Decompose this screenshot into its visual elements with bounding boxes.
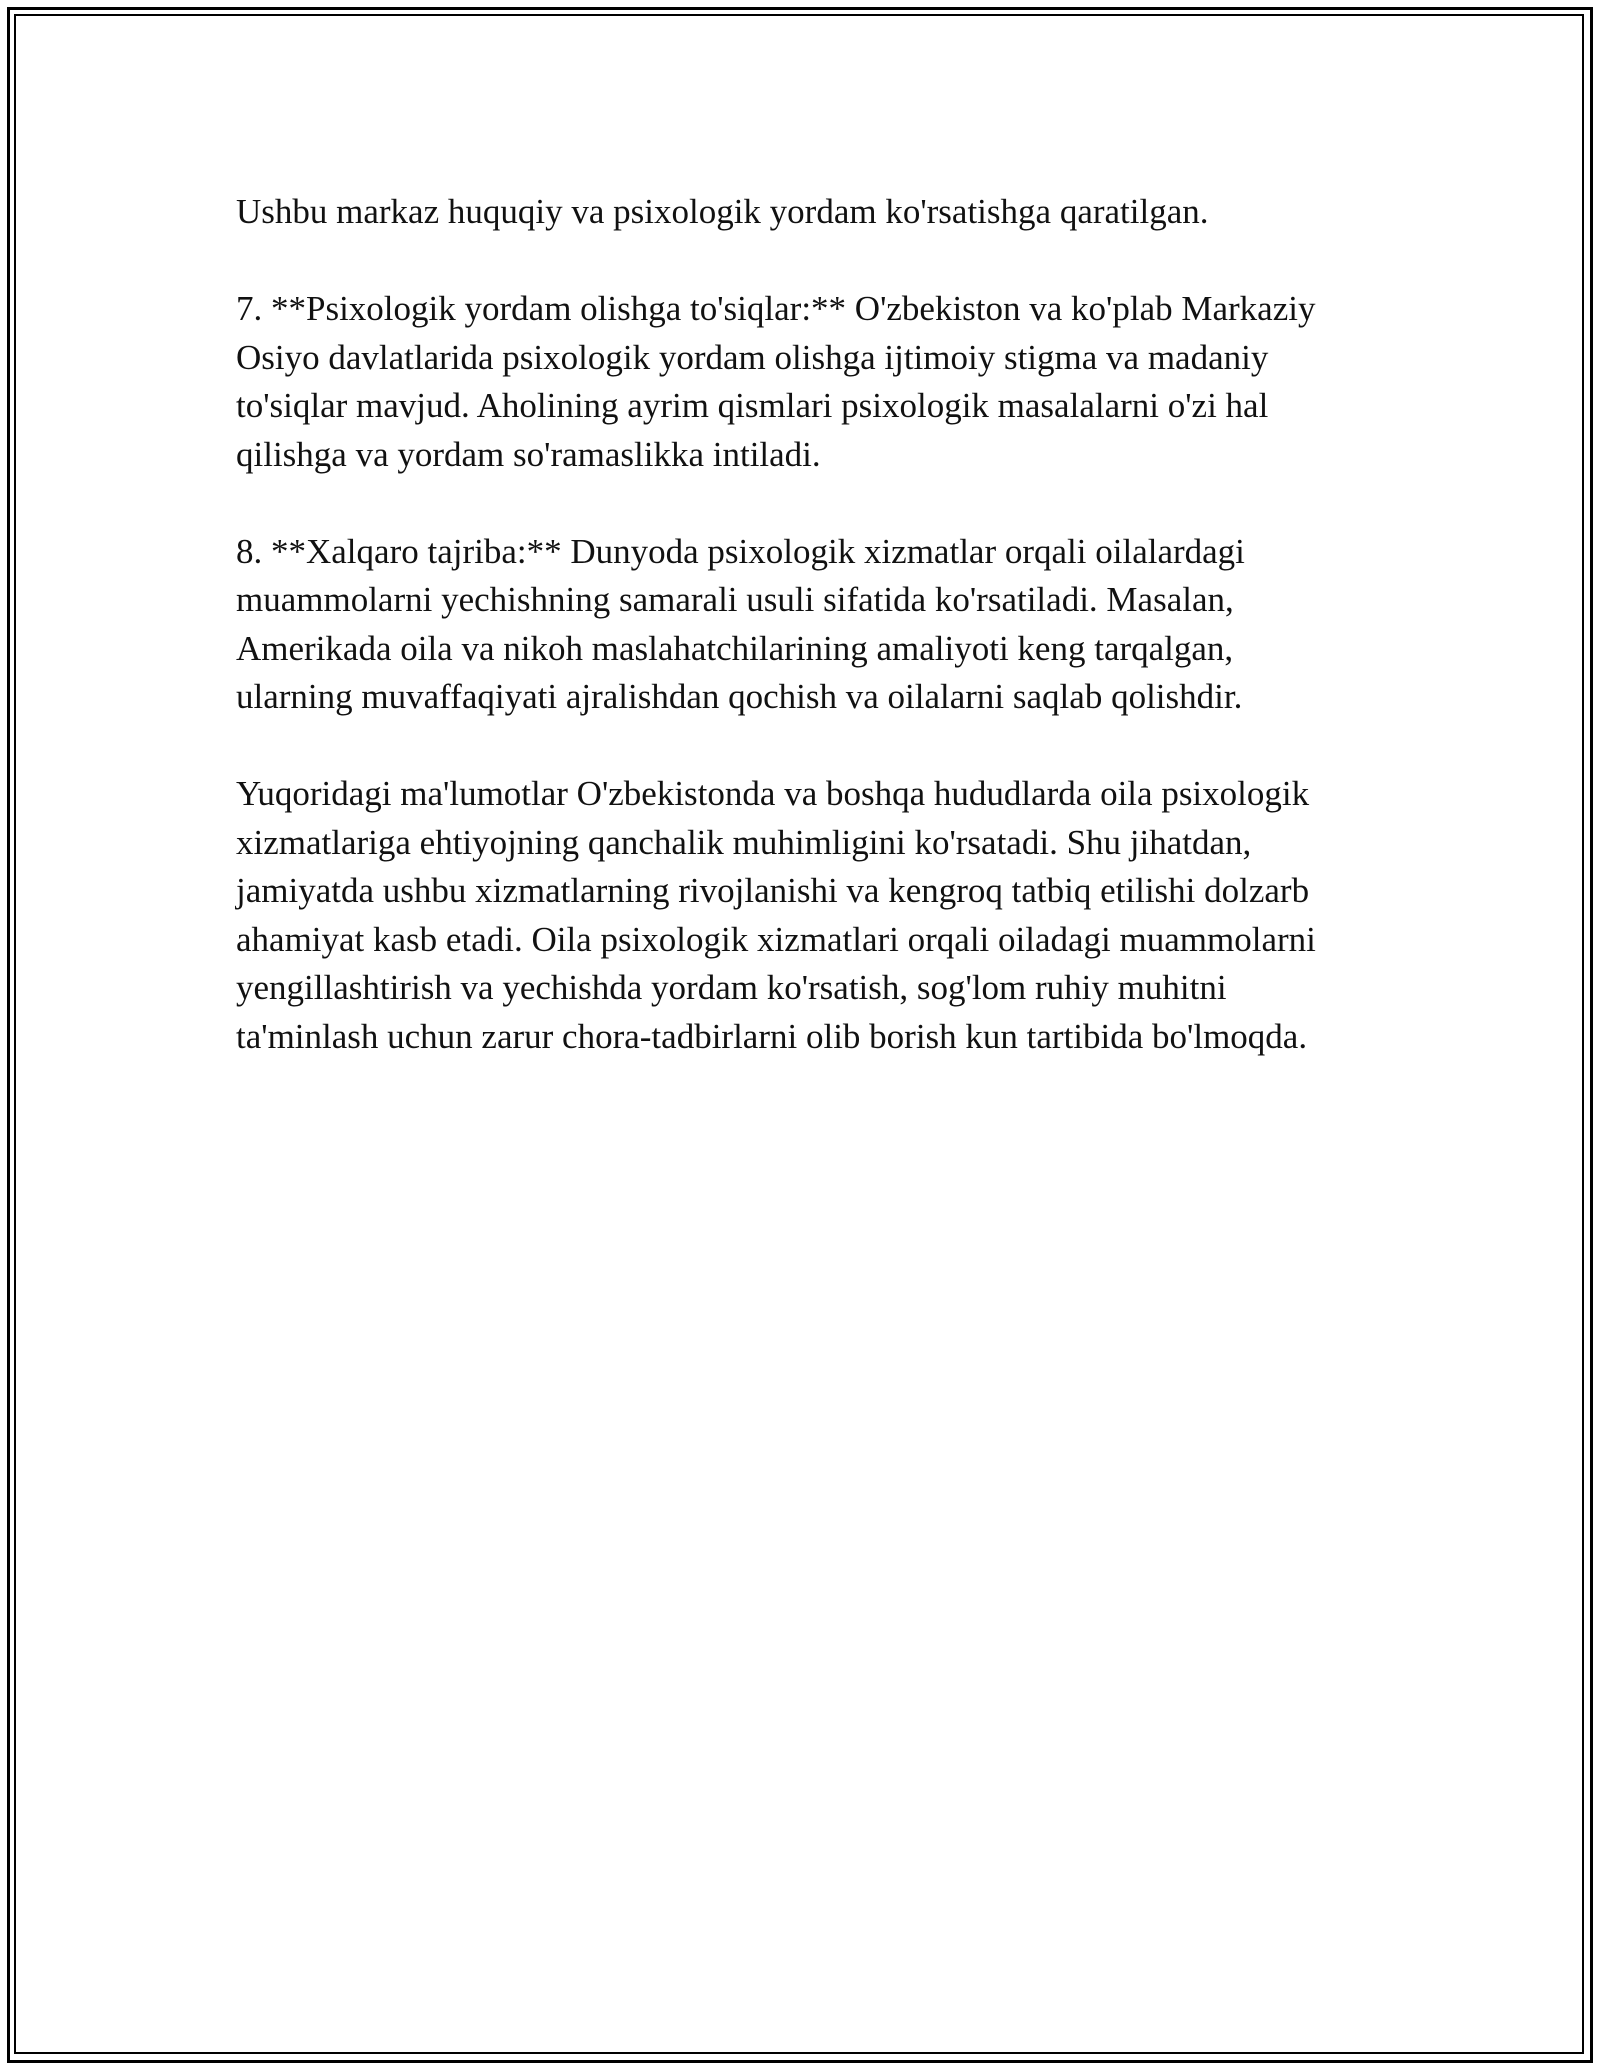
text-line: Amerikada oila va nikoh maslahatchilarining amaliyoti keng tarqalgan,	[236, 628, 1234, 668]
text-line: xizmatlariga ehtiyojning qanchalik muhimligini ko'rsatadi. Shu jihatdan,	[236, 822, 1252, 862]
text-line: muammolarni yechishning samarali usuli sifatida ko'rsatiladi. Masalan,	[236, 580, 1234, 619]
text-line: ahamiyat kasb etadi. Oila psixologik xizmatlari orqali oiladagi muammolarni	[236, 919, 1316, 959]
text-line: Ushbu markaz huquqiy va psixologik yordam ko'rsatishga qaratilgan.	[236, 192, 1209, 231]
text-line: 7. **Psixologik yordam olishga to'siqlar:** O'zbekiston va ko'plab Markaziy	[236, 289, 1316, 328]
text-line: Osiyo davlatlarida psixologik yordam olishga ijtimoiy stigma va madaniy	[236, 337, 1269, 377]
paragraph-item-7	[236, 285, 1386, 479]
text-line: ta'minlash uchun zarur chora-tadbirlarni olib borish kun tartibida bo'lmoqda.	[236, 1016, 1308, 1056]
document-body	[236, 188, 1386, 1110]
paragraph-conclusion	[236, 770, 1386, 1061]
text-line: Yuqoridagi ma'lumotlar O'zbekistonda va boshqa hududlarda oila psixologik	[236, 774, 1310, 813]
text-line: ularning muvaffaqiyati ajralishdan qochish va oilalarni saqlab qolishdir.	[236, 677, 1243, 716]
paragraph-intro	[236, 188, 1386, 237]
text-line: jamiyatda ushbu xizmatlarning rivojlanishi va kengroq tatbiq etilishi dolzarb	[236, 871, 1310, 910]
text-line: yengillashtirish va yechishda yordam ko'rsatish, sog'lom ruhiy muhitni	[236, 968, 1227, 1007]
text-line: qilishga va yordam so'ramaslikka intiladi.	[236, 434, 821, 474]
text-line: 8. **Xalqaro tajriba:** Dunyoda psixologik xizmatlar orqali oilalardagi	[236, 531, 1245, 571]
paragraph-item-8	[236, 528, 1386, 722]
text-line: to'siqlar mavjud. Aholining ayrim qismlari psixologik masalalarni o'zi hal	[236, 386, 1269, 425]
